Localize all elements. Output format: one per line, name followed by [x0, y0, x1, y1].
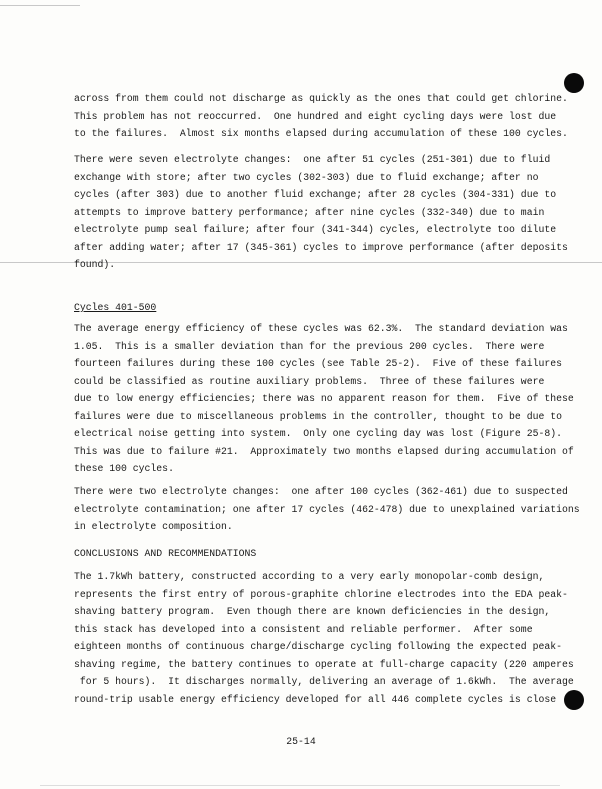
text-line: The average energy efficiency of these cycles was 62.3%. The standard deviation was — [74, 323, 568, 334]
conclusions-heading — [74, 545, 544, 563]
binder-hole-bottom — [564, 690, 584, 710]
text-line: attempts to improve battery performance; after nine cycles (332-340) due to main — [74, 206, 545, 218]
text-line: shaving battery program. Even though there are known deficiencies in the design, — [74, 606, 551, 617]
scan-bottom-line — [40, 785, 560, 786]
text-line: This was due to failure #21. Approximately two months elapsed during accumulation of — [74, 445, 574, 457]
text-line: failures were due to miscellaneous problems in the controller, thought to be due to — [74, 410, 562, 422]
binder-hole-top — [564, 73, 584, 93]
text-line: electrical noise getting into system. Only one cycling day was lost (Figure 25-8). — [74, 428, 562, 439]
text-line: fourteen failures during these 100 cycles (see Table 25-2). Five of these failures — [74, 358, 562, 369]
text-line: electrolyte pump seal failure; after four (341-344) cycles, electrolyte too dilute — [74, 224, 557, 235]
text-line: There were two electrolyte changes: one after 100 cycles (362-461) due to suspected — [74, 486, 568, 497]
scan-edge-line — [0, 5, 80, 6]
paragraph-2 — [74, 151, 568, 274]
paragraph-4 — [74, 483, 580, 536]
text-line: There were seven electrolyte changes: one after 51 cycles (251-301) due to fluid — [74, 154, 551, 165]
text-line: to the failures. Almost six months elapsed during accumulation of these 100 cycles. — [74, 128, 568, 139]
text-line: cycles (after 303) due to another fluid exchange; after 28 cycles (304-331) due to — [74, 189, 557, 200]
text-line: exchange with store; after two cycles (302-303) due to fluid exchange; after no — [74, 171, 539, 183]
text-line: represents the first entry of porous-graphite chlorine electrodes into the EDA peak- — [74, 588, 568, 600]
text-line: these 100 cycles. — [74, 463, 174, 474]
text-line: shaving regime, the battery continues to operate at full-charge capacity (220 amperes — [74, 658, 574, 670]
section-heading-cycles — [74, 299, 544, 317]
section-heading: Cycles 401-500 — [74, 302, 157, 313]
text-line: found). — [74, 259, 116, 270]
text-line: this stack has developed into a consistent and reliable performer. After some — [74, 623, 533, 635]
page-number: 25-14 — [286, 736, 316, 747]
text-line: across from them could not discharge as quickly as the ones that could get chlorine. — [74, 93, 568, 104]
paragraph-5 — [74, 568, 574, 708]
text-line: 1.05. This is a smaller deviation than for the previous 200 cycles. There were — [74, 340, 545, 352]
text-line: round-trip usable energy efficiency developed for all 446 complete cycles is close — [74, 693, 557, 705]
text-line: for 5 hours). It discharges normally, delivering an average of 1.6kWh. The average — [74, 676, 574, 687]
paragraph-3 — [74, 320, 574, 478]
text-line: due to low energy efficiencies; there was no apparent reason for them. Five of these — [74, 393, 574, 404]
text-line: This problem has not reoccurred. One hundred and eight cycling days were lost due — [74, 110, 557, 122]
text-line: in electrolyte composition. — [74, 521, 233, 532]
text-line: electrolyte contamination; one after 17 cycles (462-478) due to unexplained variations — [74, 503, 580, 515]
text-line: The 1.7kWh battery, constructed according to a very early monopolar-comb design, — [74, 571, 545, 582]
text-line: could be classified as routine auxiliary problems. Three of these failures were — [74, 375, 545, 387]
section-heading: CONCLUSIONS AND RECOMMENDATIONS — [74, 548, 257, 559]
text-line: eighteen months of continuous charge/discharge cycling following the expected peak- — [74, 641, 562, 652]
paragraph-1 — [74, 90, 568, 143]
text-line: after adding water; after 17 (345-361) cycles to improve performance (after deposits — [74, 241, 568, 253]
